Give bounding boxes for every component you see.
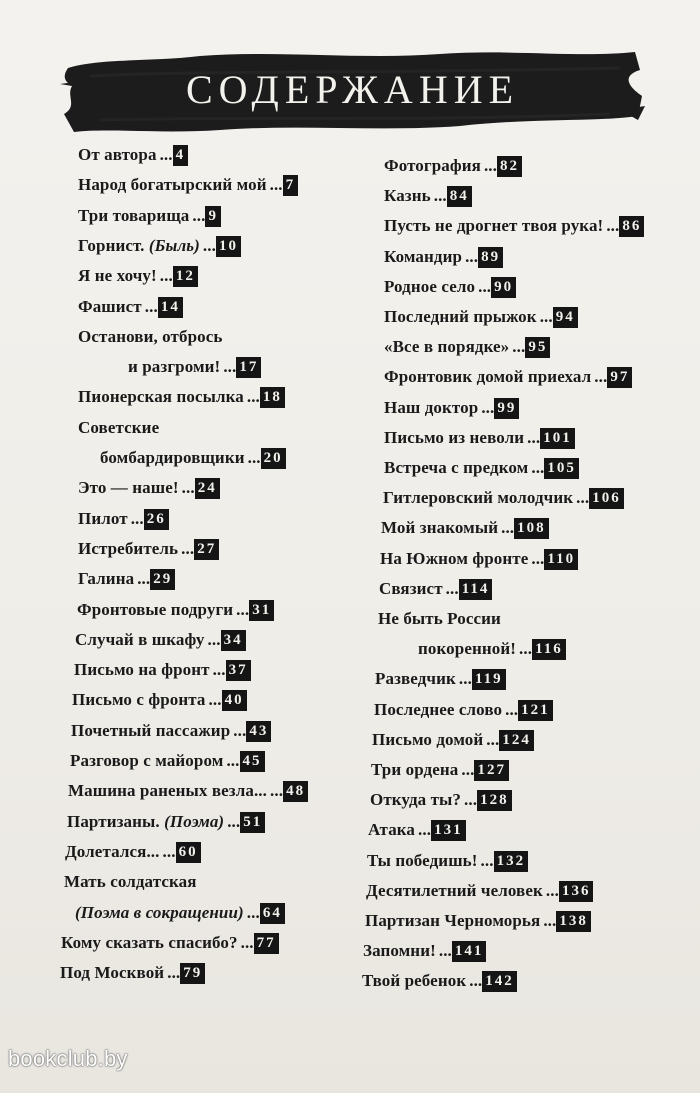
toc-entry: [381, 515, 549, 541]
toc-page-number: 142: [482, 971, 517, 992]
toc-page-number: 18: [260, 387, 285, 408]
toc-entry: [418, 636, 566, 662]
toc-entry-title: Машина раненых везла...: [68, 781, 267, 800]
toc-entry: [378, 606, 501, 632]
toc-entry-title: Наш доктор: [384, 398, 479, 417]
toc-page-number: 10: [216, 236, 241, 257]
toc-page-number: 37: [226, 660, 251, 681]
toc-entry: [370, 787, 512, 813]
toc-entry: [380, 546, 578, 572]
toc-leader-dots: ...: [192, 206, 206, 225]
toc-entry-title: Партизан Черноморья: [365, 911, 541, 930]
toc-leader-dots: ...: [501, 518, 515, 537]
toc-entry: [363, 938, 486, 964]
toc-entry-title: Ты победишь!: [367, 851, 478, 870]
toc-entry: [77, 597, 274, 623]
toc-page-number: 128: [477, 790, 512, 811]
toc-entry: [70, 748, 265, 774]
toc-entry-title: Письмо из неволи: [384, 428, 525, 447]
toc-entry-title: Долетался...: [65, 842, 160, 861]
toc-leader-dots: ...: [512, 337, 526, 356]
toc-entry-title: Письмо домой: [372, 730, 484, 749]
toc-page-number: 108: [514, 518, 549, 539]
toc-entry: [375, 666, 506, 692]
toc-page-number: 79: [180, 963, 205, 984]
toc-entry-title: Под Москвой: [60, 963, 165, 982]
toc-leader-dots: ...: [246, 387, 260, 406]
toc-page-number: 48: [283, 781, 308, 802]
toc-leader-dots: ...: [606, 216, 620, 235]
toc-entry-title: Фотография: [384, 156, 481, 175]
toc-page-number: 141: [452, 941, 487, 962]
toc-entry-title: Фронтовые подруги: [77, 600, 234, 619]
toc-page-number: 31: [249, 600, 274, 621]
toc-page-number: 101: [540, 428, 575, 449]
toc-page-number: 51: [240, 812, 265, 833]
toc-entry: [78, 172, 298, 198]
toc-page-number: 89: [478, 247, 503, 268]
toc-entry-title: Письмо с фронта: [72, 690, 206, 709]
toc-entry-title: Не быть России: [378, 609, 501, 628]
toc-entry: [75, 900, 285, 926]
toc-entry: [100, 445, 286, 471]
toc-leader-dots: ...: [227, 812, 241, 831]
toc-entry: [384, 425, 575, 451]
toc-entry: [60, 960, 205, 986]
toc-entry-title: Народ богатырский мой: [78, 175, 267, 194]
toc-entry-title: Горнист.: [78, 236, 149, 255]
toc-entry: [78, 233, 241, 259]
toc-entry-title: Гитлеровский молодчик: [383, 488, 574, 507]
toc-leader-dots: ...: [458, 669, 472, 688]
toc-page-number: 4: [173, 145, 189, 166]
toc-entry-title: Твой ребенок: [362, 971, 467, 990]
toc-leader-dots: ...: [576, 488, 590, 507]
toc-leader-dots: ...: [270, 781, 284, 800]
toc-entry-title: Разговор с майором: [70, 751, 224, 770]
toc-entry-title: Последний прыжок: [384, 307, 537, 326]
toc-entry-title: Атака: [368, 820, 416, 839]
toc-leader-dots: ...: [438, 941, 452, 960]
toc-page-number: 27: [194, 539, 219, 560]
toc-entry: [75, 627, 246, 653]
toc-entry-title: Это — наше!: [78, 478, 179, 497]
toc-page-number: 84: [447, 186, 472, 207]
toc-leader-dots: ...: [202, 236, 216, 255]
toc-page-number: 60: [176, 842, 201, 863]
toc-leader-dots: ...: [445, 579, 459, 598]
toc-entry: [71, 718, 271, 744]
toc-entry-title: Откуда ты?: [370, 790, 462, 809]
toc-entry-title: Письмо на фронт: [74, 660, 210, 679]
toc-entry-title: Галина: [78, 569, 135, 588]
toc-leader-dots: ...: [545, 881, 559, 900]
toc-leader-dots: ...: [159, 266, 173, 285]
watermark: bookclub.by: [8, 1046, 128, 1071]
toc-entry: [72, 687, 247, 713]
toc-entry: [384, 153, 522, 179]
toc-page-number: 116: [532, 639, 566, 660]
toc-entry: [78, 506, 169, 532]
toc-entry-subtitle: (Поэма): [164, 812, 225, 831]
toc-leader-dots: ...: [505, 700, 519, 719]
toc-entry: [74, 657, 251, 683]
toc-page-number: 26: [144, 509, 169, 530]
toc-page-number: 127: [474, 760, 509, 781]
toc-entry-title: Казнь: [384, 186, 431, 205]
toc-entry: [384, 274, 516, 300]
toc-leader-dots: ...: [539, 307, 553, 326]
toc-entry: [78, 324, 223, 350]
toc-leader-dots: ...: [208, 690, 222, 709]
toc-entry: [78, 415, 159, 441]
toc-leader-dots: ...: [483, 156, 497, 175]
toc-page-number: 136: [559, 881, 594, 902]
toc-leader-dots: ...: [233, 721, 247, 740]
toc-entry: [372, 727, 534, 753]
toc-entry-title: Три ордена: [371, 760, 459, 779]
toc-entry-title: Мой знакомый: [381, 518, 499, 537]
toc-entry: [384, 455, 579, 481]
toc-page-number: 110: [544, 549, 578, 570]
toc-entry-subtitle: (Быль): [148, 236, 200, 255]
toc-entry-title: Встреча с предком: [384, 458, 529, 477]
toc-entry-title: От автора: [78, 145, 157, 164]
toc-entry: [78, 142, 188, 168]
toc-leader-dots: ...: [207, 630, 221, 649]
toc-leader-dots: ...: [527, 428, 541, 447]
toc-page-number: 106: [589, 488, 624, 509]
toc-entry-title: Пионерская посылка: [78, 387, 244, 406]
toc-entry: [64, 869, 197, 895]
toc-page-number: 64: [260, 903, 285, 924]
toc-leader-dots: ...: [212, 660, 226, 679]
toc-page-number: 14: [158, 297, 183, 318]
toc-leader-dots: ...: [137, 569, 151, 588]
toc-entry: [384, 334, 550, 360]
toc-entry-title: Почетный пассажир: [71, 721, 231, 740]
header-banner: [60, 40, 645, 140]
toc-page-number: 12: [173, 266, 198, 287]
toc-entry-title: Родное село: [384, 277, 476, 296]
toc-entry: [65, 839, 201, 865]
toc-entry-title: Связист: [379, 579, 443, 598]
toc-leader-dots: ...: [480, 851, 494, 870]
toc-page-number: 124: [499, 730, 534, 751]
toc-leader-dots: ...: [433, 186, 447, 205]
toc-page-number: 95: [525, 337, 550, 358]
toc-entry-title: Командир: [384, 247, 463, 266]
toc-entry: [78, 294, 183, 320]
toc-page-number: 43: [246, 721, 271, 742]
toc-entry: [78, 536, 219, 562]
toc-entry: [384, 183, 472, 209]
toc-entry-title: Десятилетний человек: [366, 881, 543, 900]
toc-entry-title: Пилот: [78, 509, 128, 528]
toc-entry: [374, 697, 553, 723]
toc-entry: [128, 354, 261, 380]
toc-entry: [384, 364, 632, 390]
toc-entry-title: бомбардировщики: [100, 448, 245, 467]
toc-leader-dots: ...: [478, 277, 492, 296]
toc-leader-dots: ...: [519, 639, 533, 658]
toc-entry-title: Пусть не дрогнет твоя рука!: [384, 216, 604, 235]
toc-leader-dots: ...: [226, 751, 240, 770]
toc-leader-dots: ...: [144, 297, 158, 316]
toc-entry: [78, 475, 220, 501]
toc-entry: [78, 384, 285, 410]
toc-entry: [68, 778, 308, 804]
toc-page-number: 7: [283, 175, 299, 196]
toc-entry: [384, 304, 578, 330]
toc-leader-dots: ...: [247, 448, 261, 467]
toc-entry-title: Кому сказать спасибо?: [61, 933, 238, 952]
toc-entry-subtitle: (Поэма в сокращении): [75, 903, 244, 922]
toc-page-number: 121: [518, 700, 553, 721]
toc-page-number: 90: [491, 277, 516, 298]
toc-page-number: 94: [553, 307, 578, 328]
toc-entry: [384, 395, 519, 421]
toc-leader-dots: ...: [481, 398, 495, 417]
toc-page-number: 17: [236, 357, 261, 378]
toc-page-number: 97: [607, 367, 632, 388]
toc-page-number: 138: [556, 911, 591, 932]
toc-entry: [78, 203, 221, 229]
toc-page-number: 105: [544, 458, 579, 479]
toc-entry: [368, 817, 466, 843]
toc-leader-dots: ...: [461, 760, 475, 779]
toc-leader-dots: ...: [543, 911, 557, 930]
toc-entry: [366, 878, 593, 904]
toc-entry: [371, 757, 509, 783]
toc-entry-title: Мать солдатская: [64, 872, 197, 891]
toc-entry: [384, 244, 503, 270]
toc-leader-dots: ...: [162, 842, 176, 861]
toc-page-number: 132: [494, 851, 529, 872]
toc-entry-title: «Все в порядке»: [384, 337, 510, 356]
toc-entry-title: Фронтовик домой приехал: [384, 367, 592, 386]
toc-leader-dots: ...: [246, 903, 260, 922]
toc-entry: [367, 848, 528, 874]
toc-entry-title: Останови, отбрось: [78, 327, 223, 346]
toc-entry-title: Три товарища: [78, 206, 190, 225]
toc-page-number: 86: [619, 216, 644, 237]
toc-page-number: 9: [205, 206, 221, 227]
toc-entry: [362, 968, 517, 994]
toc-leader-dots: ...: [469, 971, 483, 990]
toc-leader-dots: ...: [465, 247, 479, 266]
toc-entry: [78, 263, 198, 289]
toc-leader-dots: ...: [269, 175, 283, 194]
toc-leader-dots: ...: [223, 357, 237, 376]
toc-page-number: 82: [497, 156, 522, 177]
toc-page-number: 34: [221, 630, 246, 651]
toc-leader-dots: ...: [594, 367, 608, 386]
toc-page-number: 99: [494, 398, 519, 419]
toc-entry-title: Последнее слово: [374, 700, 503, 719]
toc-page-number: 24: [195, 478, 220, 499]
toc-entry-title: Запомни!: [363, 941, 436, 960]
toc-leader-dots: ...: [167, 963, 181, 982]
toc-page-number: 77: [254, 933, 279, 954]
toc-entry: [379, 576, 492, 602]
toc-leader-dots: ...: [159, 145, 173, 164]
toc-leader-dots: ...: [531, 549, 545, 568]
toc-entry-title: Истребитель: [78, 539, 179, 558]
toc-entry: [78, 566, 175, 592]
toc-entry: [383, 485, 624, 511]
toc-entry-title: и разгроми!: [128, 357, 221, 376]
toc-entry-title: На Южном фронте: [380, 549, 529, 568]
toc-page-number: 131: [431, 820, 466, 841]
toc-leader-dots: ...: [464, 790, 478, 809]
toc-page-number: 45: [240, 751, 265, 772]
toc-leader-dots: ...: [181, 478, 195, 497]
toc-entry: [61, 930, 279, 956]
toc-leader-dots: ...: [181, 539, 195, 558]
toc-leader-dots: ...: [531, 458, 545, 477]
toc-leader-dots: ...: [236, 600, 250, 619]
toc-entry-title: покоренной!: [418, 639, 517, 658]
toc-entry: [365, 908, 591, 934]
toc-entry-title: Партизаны.: [67, 812, 165, 831]
toc-entry: [384, 213, 644, 239]
toc-page-number: 114: [459, 579, 493, 600]
toc-entry-title: Я не хочу!: [78, 266, 157, 285]
toc-leader-dots: ...: [130, 509, 144, 528]
toc-page-number: 119: [472, 669, 506, 690]
toc-leader-dots: ...: [240, 933, 254, 952]
toc-leader-dots: ...: [418, 820, 432, 839]
toc-leader-dots: ...: [486, 730, 500, 749]
toc-page-number: 20: [261, 448, 286, 469]
toc-entry-title: Разведчик: [375, 669, 456, 688]
toc-page-number: 29: [150, 569, 175, 590]
page-title: СОДЕРЖАНИЕ: [185, 67, 520, 112]
toc-entry-title: Советские: [78, 418, 160, 437]
toc-entry-title: Случай в шкафу: [75, 630, 205, 649]
toc-entry: [67, 809, 265, 835]
toc-page-number: 40: [222, 690, 247, 711]
toc-entry-title: Фашист: [78, 297, 142, 316]
